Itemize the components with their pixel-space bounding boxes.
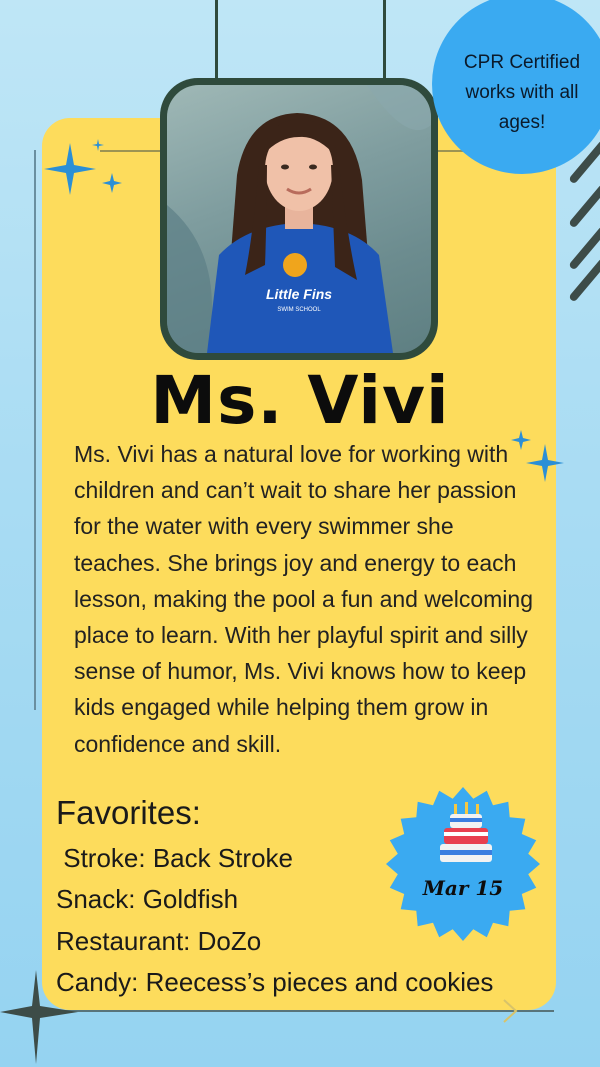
hanging-string-right <box>383 0 386 80</box>
instructor-name: Ms. Vivi <box>150 362 450 439</box>
decor-dash <box>568 184 600 229</box>
shirt-logo-text: Little Fins <box>265 286 333 302</box>
sparkle-icon <box>40 135 130 205</box>
certification-text: CPR Certified works with all ages! <box>463 52 581 133</box>
chevron-right-icon <box>500 996 520 1026</box>
shirt-logo-subtext: SWIM SCHOOL <box>277 307 321 313</box>
birthday-date: Mar 15 <box>422 876 504 900</box>
profile-photo <box>167 85 431 353</box>
decor-line-bottom <box>34 1010 554 1012</box>
favorite-snack: Snack: Goldfish <box>56 884 239 914</box>
instructor-bio: Ms. Vivi has a natural love for working with children and can’t wait to share her passion for the water with every swimmer she teaches. She brings joy and energy to each lesson, making the pool a fun and welcoming place to learn. With her playful spirit and silly sense of humor, Ms. Vivi knows how to keep kids engaged while helping them grow in confidence and skill. <box>74 441 534 757</box>
hanging-string-left <box>215 0 218 80</box>
favorite-restaurant: Restaurant: DoZo <box>56 926 262 956</box>
favorite-candy: Candy: Reecess’s pieces and cookies <box>56 967 494 997</box>
favorite-stroke: Stroke: Back Stroke <box>56 843 293 873</box>
birthday-cake-icon <box>438 800 494 868</box>
favorites-title: Favorites: <box>56 794 201 831</box>
